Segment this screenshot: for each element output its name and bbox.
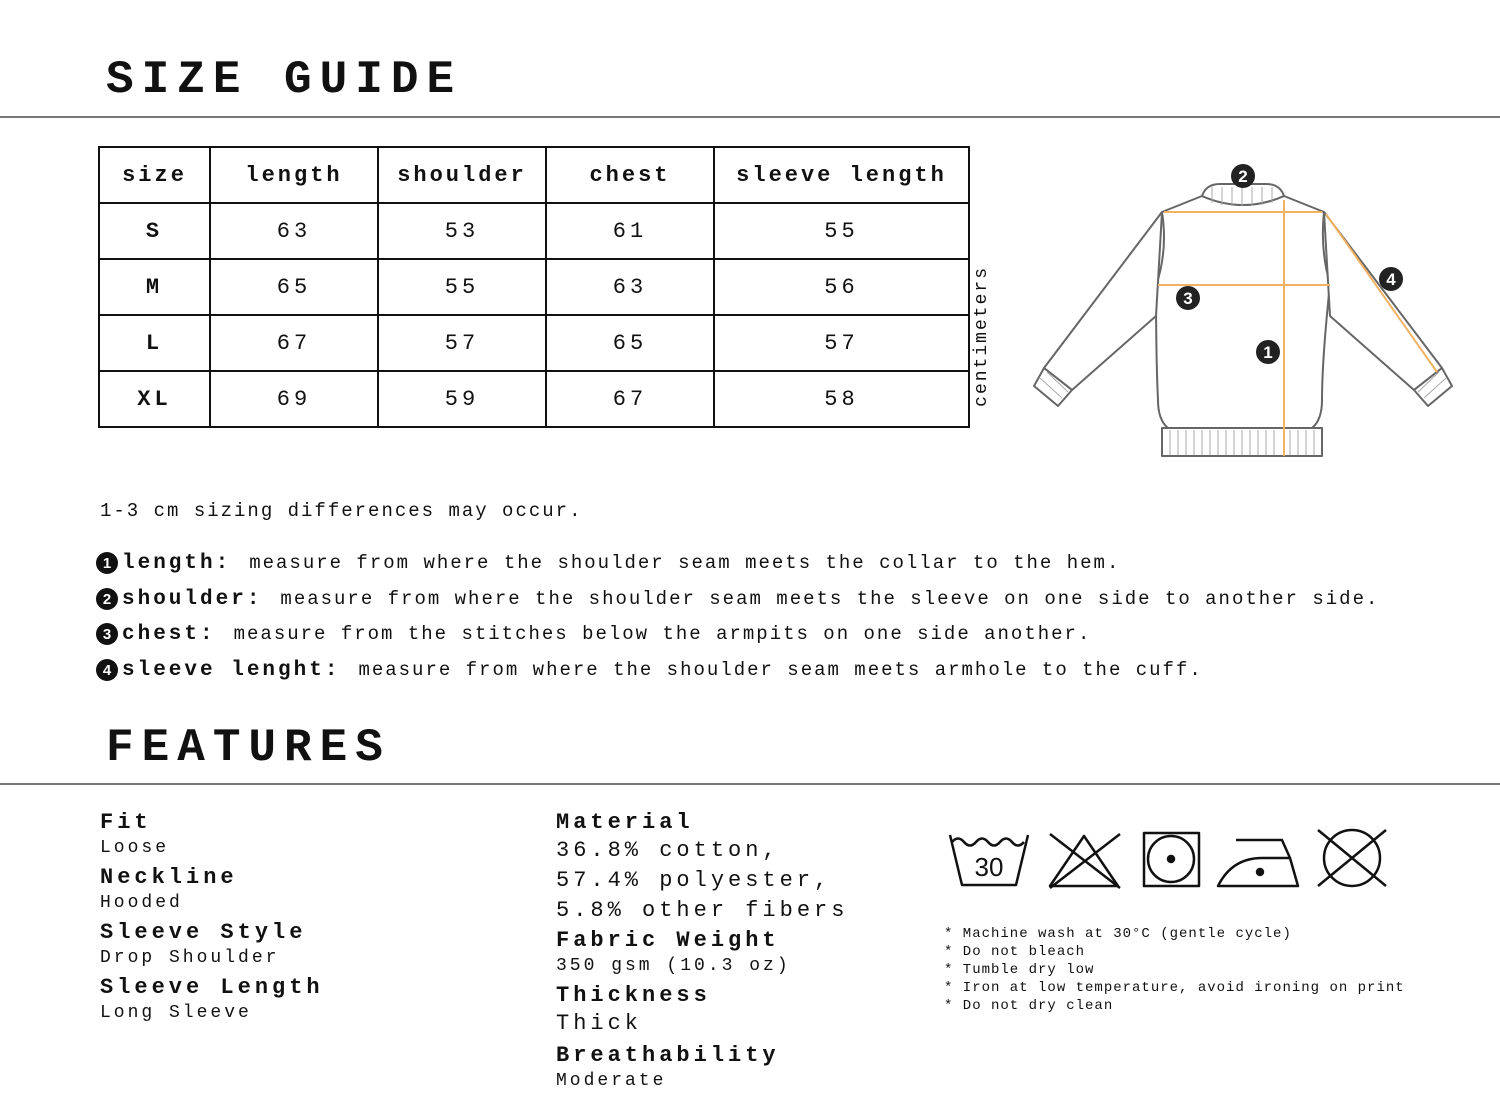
- feature-value-breathability: Moderate: [556, 1071, 667, 1091]
- features-left-column: [100, 810, 324, 1030]
- table-row: [99, 259, 969, 315]
- feature-value-fit: Loose: [100, 838, 170, 858]
- definition-length: [96, 548, 1120, 578]
- definition-term: shoulder:: [122, 587, 263, 611]
- table-cell: 65: [546, 315, 714, 371]
- size-table-header-row: [99, 147, 969, 203]
- wash-30-icon: [950, 835, 1028, 885]
- table-row: [99, 371, 969, 427]
- features-middle-column: [556, 810, 848, 1098]
- do-not-dry-clean-icon: [1318, 830, 1386, 886]
- table-cell: 63: [546, 259, 714, 315]
- definition-chest: [96, 619, 1091, 649]
- care-instruction: * Do not dry clean: [944, 998, 1114, 1014]
- do-not-bleach-icon: [1050, 834, 1120, 888]
- table-header-shoulder: shoulder: [378, 147, 546, 203]
- definition-term: chest:: [122, 622, 216, 646]
- definition-number: 3: [96, 623, 118, 645]
- definition-desc: measure from where the shoulder seam meets the collar to the hem.: [249, 552, 1121, 574]
- iron-low-icon: [1218, 840, 1298, 886]
- table-cell: 67: [210, 315, 378, 371]
- table-cell: 55: [714, 203, 969, 259]
- feature-label-thickness: Thickness: [556, 983, 711, 1008]
- table-cell: 59: [378, 371, 546, 427]
- table-cell: 57: [714, 315, 969, 371]
- diagram-marker-2: 2: [1238, 167, 1248, 186]
- table-header-sleeve-length: sleeve length: [714, 147, 969, 203]
- table-cell: 65: [210, 259, 378, 315]
- table-cell: 63: [210, 203, 378, 259]
- sweater-measurement-diagram: [1030, 158, 1460, 468]
- definition-term: length:: [122, 551, 232, 575]
- feature-label-breathability: Breathability: [556, 1043, 780, 1068]
- size-guide-divider: [0, 116, 1500, 118]
- features-divider: [0, 783, 1500, 785]
- care-instruction: * Do not bleach: [944, 944, 1086, 960]
- table-header-size: size: [99, 147, 210, 203]
- feature-value-thickness: Thick: [556, 1011, 643, 1036]
- size-guide-title: SIZE GUIDE: [106, 54, 463, 106]
- definition-term: sleeve lenght:: [122, 658, 341, 682]
- diagram-marker-4: 4: [1386, 270, 1396, 289]
- feature-label-sleeve-length: Sleeve Length: [100, 975, 324, 1000]
- feature-material-line: 57.4% polyester,: [556, 868, 832, 893]
- tumble-dry-low-icon: [1144, 833, 1199, 886]
- table-cell: 61: [546, 203, 714, 259]
- feature-label-fit: Fit: [100, 810, 152, 835]
- definition-desc: measure from where the shoulder seam meets the sleeve on one side to another side.: [280, 588, 1380, 610]
- definition-desc: measure from where the shoulder seam meets armhole to the cuff.: [358, 659, 1203, 681]
- care-instruction: * Machine wash at 30°C (gentle cycle): [944, 926, 1292, 942]
- feature-value-neckline: Hooded: [100, 893, 183, 913]
- table-cell: 53: [378, 203, 546, 259]
- feature-value-sleeve-length: Long Sleeve: [100, 1003, 252, 1023]
- feature-value-sleeve-style: Drop Shoulder: [100, 948, 280, 968]
- diagram-marker-1: 1: [1263, 343, 1273, 362]
- size-table: [98, 146, 970, 428]
- feature-label-sleeve-style: Sleeve Style: [100, 920, 307, 945]
- care-icons: [944, 826, 1394, 894]
- sweater-left-sleeve: [1044, 212, 1162, 390]
- table-row: [99, 203, 969, 259]
- definition-sleeve-length: [96, 655, 1203, 685]
- unit-label: centimeters: [972, 266, 992, 407]
- table-cell: 57: [378, 315, 546, 371]
- sweater-body: [1156, 196, 1330, 428]
- care-instructions: [944, 925, 1405, 1015]
- sizing-note: 1-3 cm sizing differences may occur.: [100, 500, 583, 522]
- definition-number: 1: [96, 552, 118, 574]
- unit-label-wrapper: [972, 266, 996, 426]
- sweater-right-sleeve: [1324, 212, 1442, 390]
- care-instruction: * Iron at low temperature, avoid ironing on print: [944, 980, 1405, 996]
- feature-material-line: 36.8% cotton,: [556, 838, 780, 863]
- table-cell-size: S: [99, 203, 210, 259]
- table-cell-size: XL: [99, 371, 210, 427]
- definition-number: 2: [96, 588, 118, 610]
- feature-value-fabric-weight: 350 gsm (10.3 oz): [556, 956, 791, 976]
- table-cell: 69: [210, 371, 378, 427]
- feature-material-line: 5.8% other fibers: [556, 898, 849, 923]
- table-cell: 56: [714, 259, 969, 315]
- diagram-marker-3: 3: [1183, 289, 1193, 308]
- feature-label-material: Material: [556, 810, 694, 835]
- table-cell: 67: [546, 371, 714, 427]
- table-header-chest: chest: [546, 147, 714, 203]
- features-title: FEATURES: [106, 722, 391, 774]
- table-cell: 58: [714, 371, 969, 427]
- table-row: [99, 315, 969, 371]
- definition-number: 4: [96, 659, 118, 681]
- table-header-length: length: [210, 147, 378, 203]
- table-cell-size: L: [99, 315, 210, 371]
- wash-temp-text: 30: [974, 852, 1004, 882]
- care-instruction: * Tumble dry low: [944, 962, 1095, 978]
- table-cell: 55: [378, 259, 546, 315]
- definition-desc: measure from the stitches below the armpits on one side another.: [233, 623, 1092, 645]
- feature-label-fabric-weight: Fabric Weight: [556, 928, 780, 953]
- feature-label-neckline: Neckline: [100, 865, 238, 890]
- table-cell-size: M: [99, 259, 210, 315]
- definition-shoulder: [96, 584, 1379, 614]
